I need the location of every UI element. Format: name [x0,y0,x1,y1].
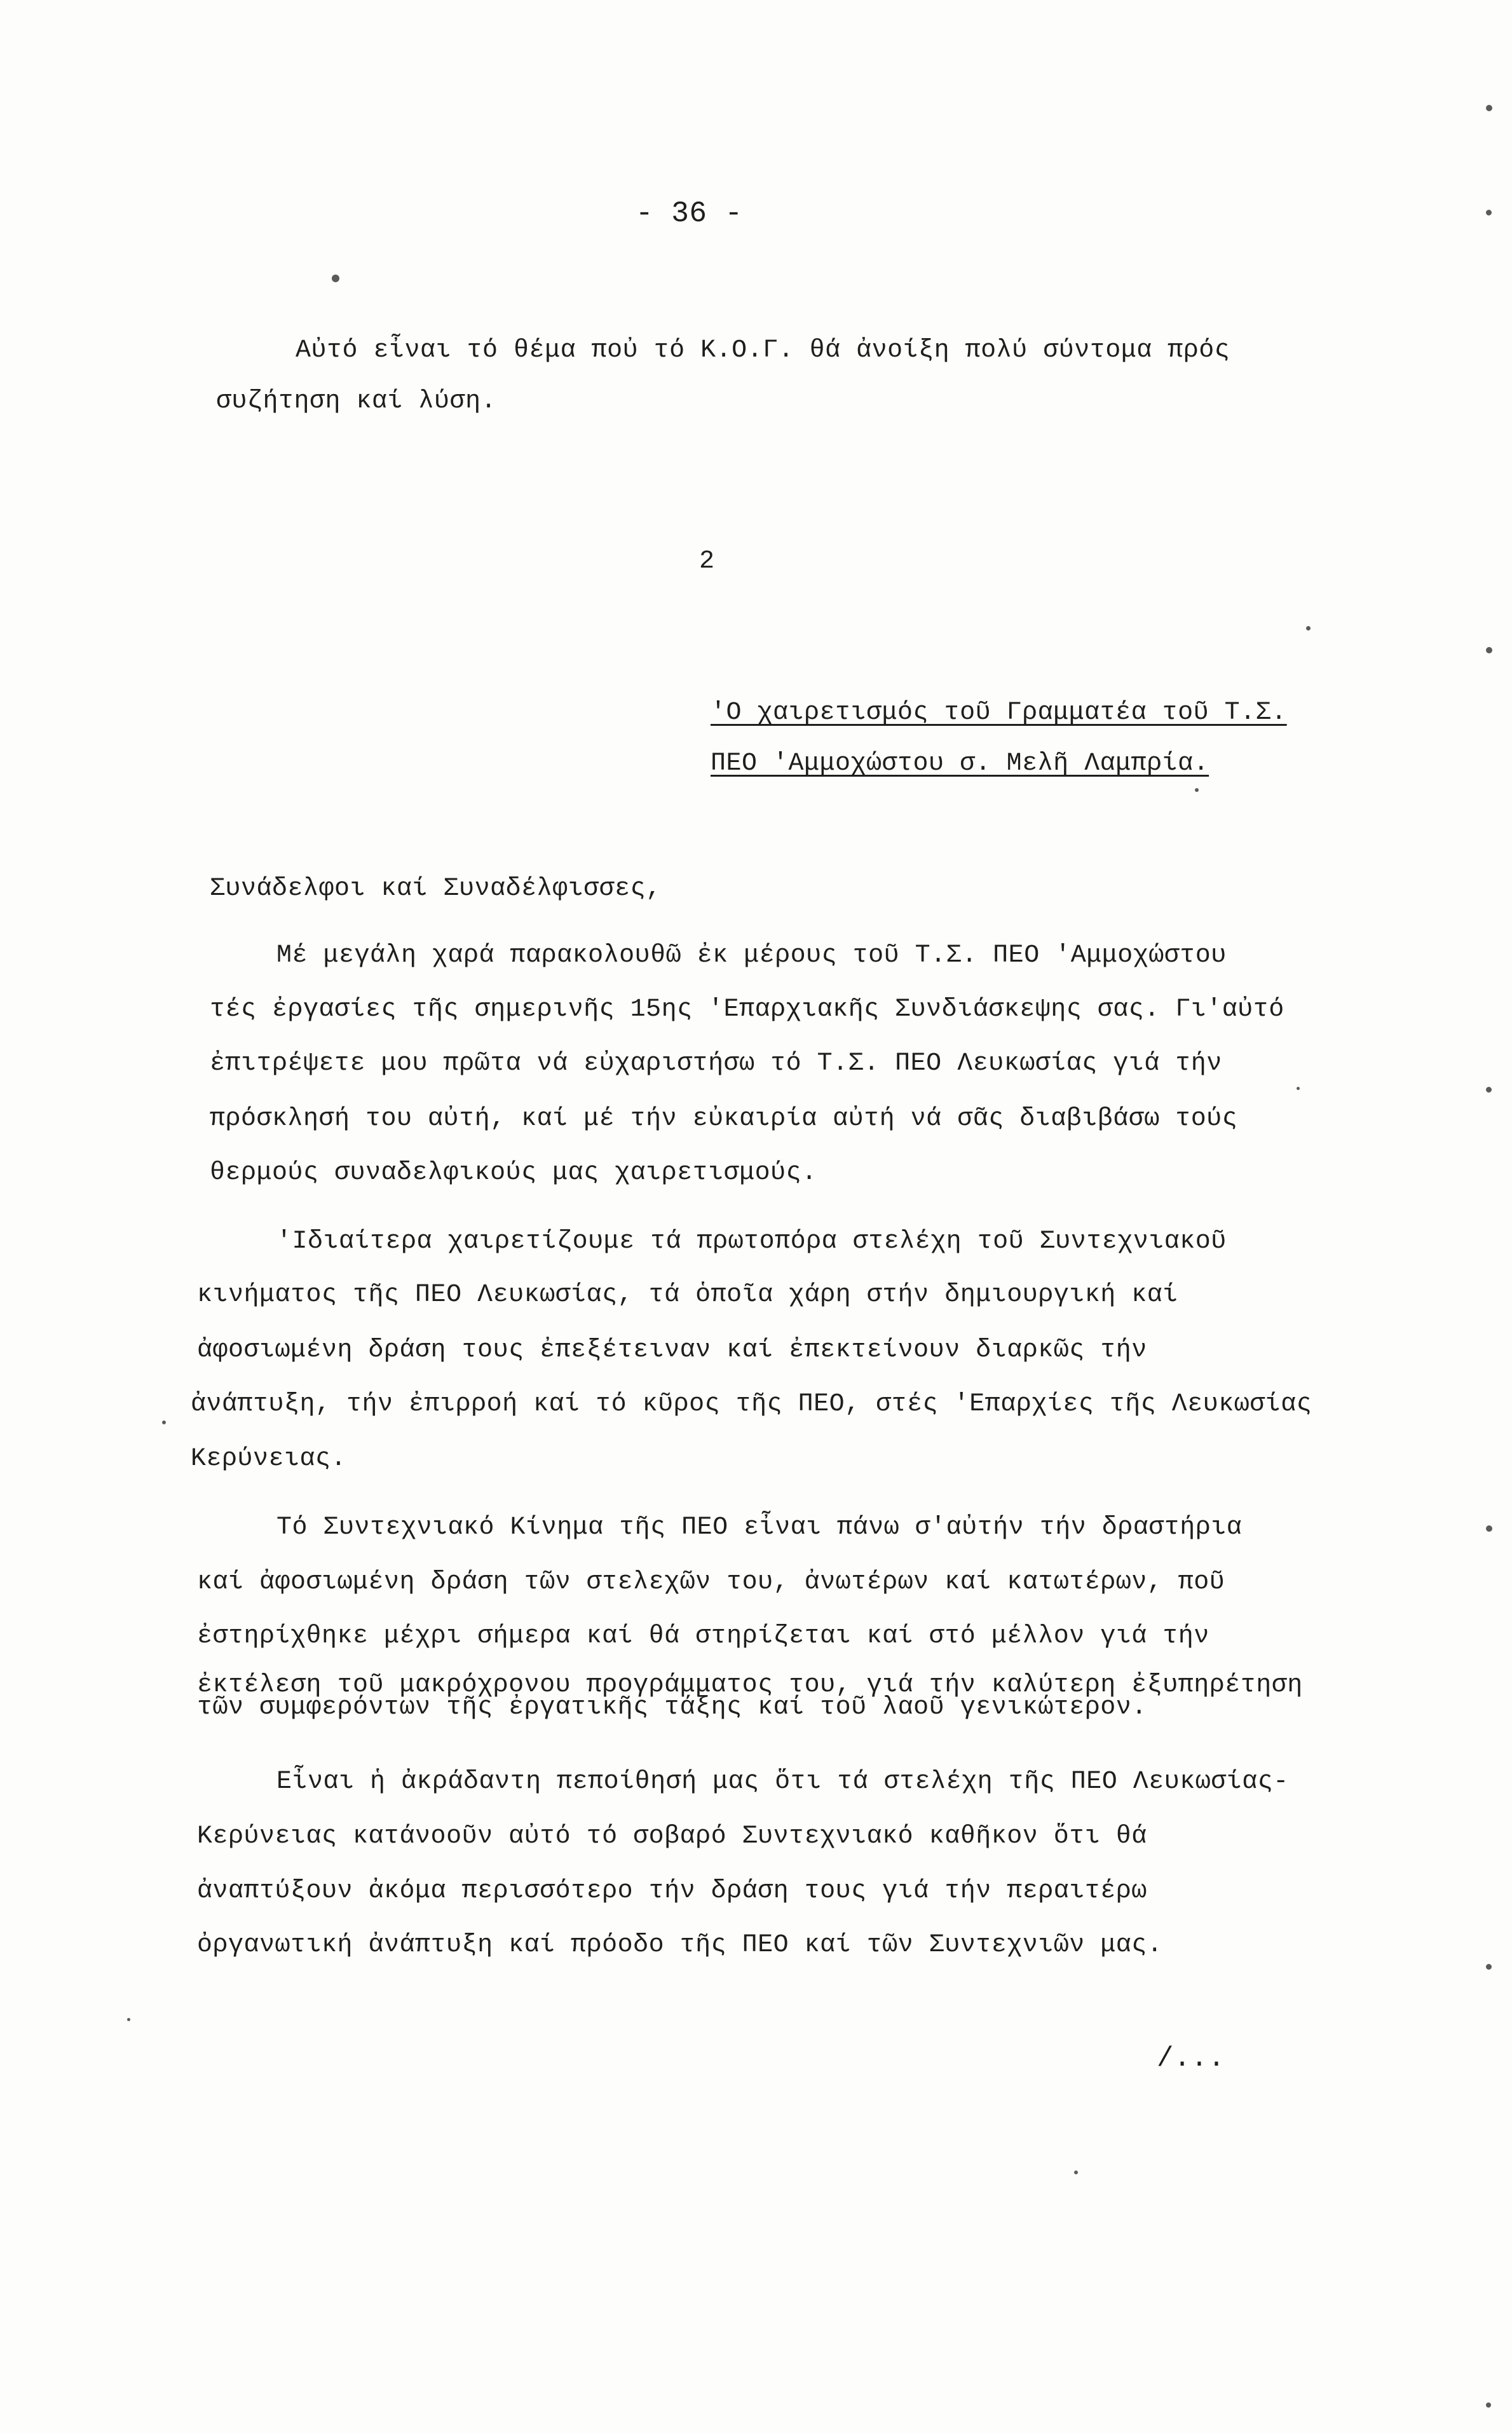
section-heading: 'Ο χαιρετισμός τοῦ Γραμματέα τοῦ Τ.Σ. [711,699,1287,727]
text-line: Μέ μεγάλη χαρά παρακολουθῶ ἐκ μέρους τοῦ Τ.Σ. ΠΕΟ 'Αμμοχώστου [276,941,1227,970]
salutation: Συνάδελφοι καί Συναδέλφισσες, [210,875,662,903]
text-line: θερμούς συναδελφικούς μας χαιρετισμούς. [210,1159,817,1187]
text-line: συζήτηση καί λύση. [216,387,497,416]
scan-speck [1486,2402,1491,2408]
text-line: Εἶναι ἡ ἀκράδαντη πεποίθησή μας ὅτι τά στελέχη τῆς ΠΕΟ Λευκωσίας- [276,1768,1289,1796]
page-number: - 36 - [636,197,743,230]
text-line: καί ἀφοσιωμένη δράση τῶν στελεχῶν του, ἀνωτέρων καί κατωτέρων, ποῦ [197,1568,1225,1597]
text-line: ἀνάπτυξη, τήν ἐπιρροή καί τό κῦρος τῆς ΠΕΟ, στές 'Επαρχίες τῆς Λευκωσίας [191,1390,1312,1419]
scan-speck [1486,1525,1492,1532]
text-line: Κερύνειας. [191,1445,347,1473]
text-line: τές ἐργασίες τῆς σημερινῆς 15ης 'Επαρχιακῆς Συνδιάσκεψης σας. Γι'αὐτό [210,995,1284,1024]
text-line: ἐστηρίχθηκε μέχρι σήμερα καί θά στηρίζεται καί στό μέλλον γιά τήν [197,1622,1209,1651]
scan-speck [1486,647,1492,653]
scan-speck [127,2018,130,2021]
continuation-mark: /... [1157,2043,1225,2075]
scan-speck [1486,105,1492,111]
scan-speck [1486,1087,1492,1093]
text-line: ὀργανωτική ἀνάπτυξη καί πρόοδο τῆς ΠΕΟ καί τῶν Συντεχνιῶν μας. [197,1931,1163,1959]
text-line: κινήματος τῆς ΠΕΟ Λευκωσίας, τά ὁποῖα χάρη στήν δημιουργική καί [197,1281,1178,1309]
scan-speck [1297,1087,1300,1090]
scan-speck [1306,626,1311,630]
scan-speck [1074,2171,1078,2174]
text-line: ἀφοσιωμένη δράση τους ἐπεξέτειναν καί ἐπεκτείνουν διαρκῶς τήν [197,1336,1147,1365]
section-number: 2 [699,547,715,576]
text-line: πρόσκλησή του αὐτή, καί μέ τήν εὐκαιρία αὐτή νά σᾶς διαβιβάσω τούς [210,1105,1238,1133]
scan-speck [162,1421,166,1424]
text-line: Τό Συντεχνιακό Κίνημα τῆς ΠΕΟ εἶναι πάνω σ'αὐτήν τήν δραστήρια [276,1513,1243,1542]
scan-speck [1486,210,1492,215]
scan-speck [1486,1964,1492,1970]
scan-speck [332,275,339,282]
text-line: Αὐτό εἶναι τό θέμα ποὐ τό Κ.Ο.Γ. θά ἀνοίξη πολύ σύντομα πρός [296,336,1230,365]
text-line: ἐκτέλεση τοῦ μακρόχρονου προγράμματος του, γιά τήν καλύτερη ἐξυπηρέτηση [197,1671,1303,1700]
text-line: Κερύνειας κατάνοοῦν αὐτό τό σοβαρό Συντεχνιακό καθῆκον ὅτι θά [197,1822,1147,1851]
text-line: τῶν συμφερόντων τῆς ἐργατικῆς τάξης καί τοῦ λαοῦ γενικώτερον. [197,1693,1147,1722]
text-line: ἀναπτύξουν ἀκόμα περισσότερο τήν δράση τους γιά τήν περαιτέρω [197,1877,1147,1905]
scan-speck [1195,788,1199,792]
text-line: 'Ιδιαίτερα χαιρετίζουμε τά πρωτοπόρα στελέχη τοῦ Συντεχνιακοῦ [276,1227,1227,1256]
text-line: ἐπιτρέψετε μου πρῶτα νά εὐχαριστήσω τό Τ.Σ. ΠΕΟ Λευκωσίας γιά τήν [210,1049,1222,1078]
section-heading: ΠΕΟ 'Αμμοχώστου σ. Μελῆ Λαμπρία. [711,749,1209,778]
